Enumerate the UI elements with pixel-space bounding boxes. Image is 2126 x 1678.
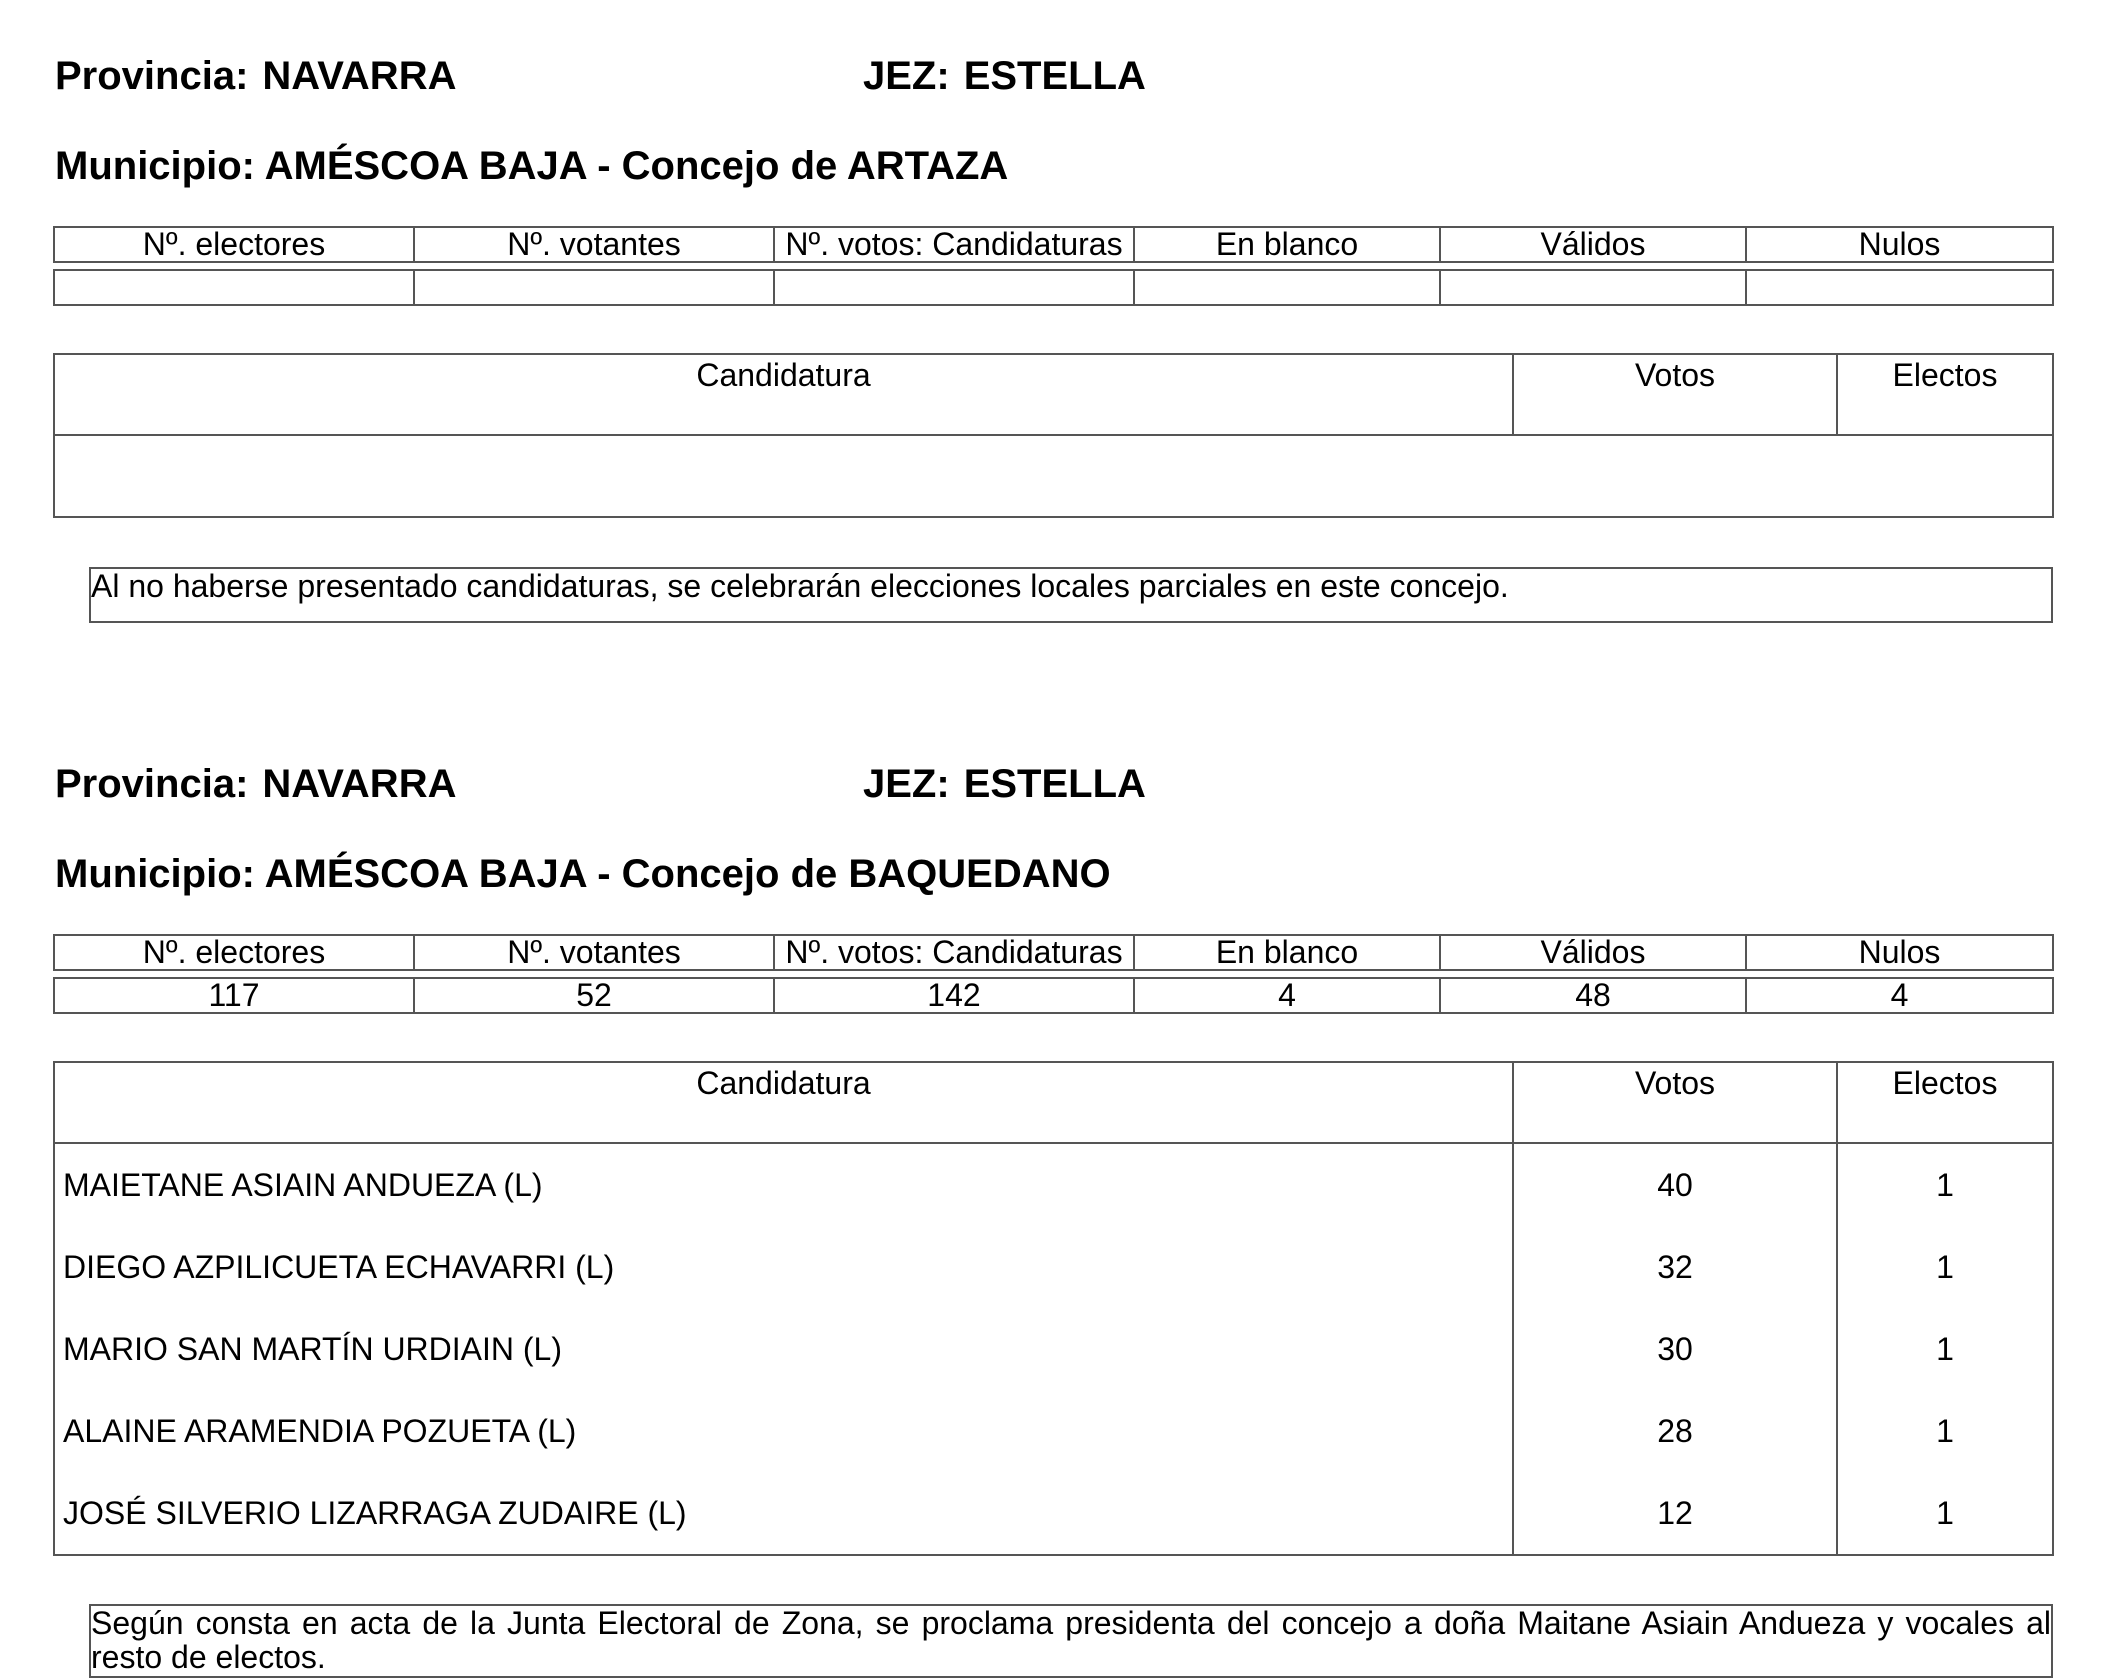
jez-value: ESTELLA [963, 762, 1146, 806]
candidate-electos: 1 [1837, 1308, 2053, 1390]
votos-header: Votos [1513, 1062, 1837, 1143]
stats-value-row [54, 978, 2053, 1013]
stats-header-row [54, 227, 2053, 262]
municipio-label: Municipio: [55, 852, 255, 896]
municipio-line [55, 146, 1008, 186]
electores-value: 117 [54, 978, 414, 1013]
stats-header: Nulos [1746, 935, 2053, 970]
candidate-votos: 40 [1513, 1143, 1837, 1226]
candidate-row [54, 1226, 2053, 1308]
electos-header: Electos [1837, 1062, 2053, 1143]
votantes-value: 52 [414, 978, 774, 1013]
candidate-row [54, 1308, 2053, 1390]
stats-value [414, 270, 774, 305]
candidate-name: MAIETANE ASIAIN ANDUEZA (L) [54, 1143, 1513, 1226]
stats-header: En blanco [1134, 935, 1440, 970]
provincia-label: Provincia: [55, 762, 249, 806]
candidate-name: ALAINE ARAMENDIA POZUETA (L) [54, 1390, 1513, 1472]
candidate-name: DIEGO AZPILICUETA ECHAVARRI (L) [54, 1226, 1513, 1308]
stats-header-row [54, 935, 2053, 970]
candidate-votos: 12 [1513, 1472, 1837, 1555]
jez-value: ESTELLA [963, 54, 1146, 98]
municipio-value: AMÉSCOA BAJA - Concejo de ARTAZA [264, 144, 1009, 188]
section-note: Según consta en acta de la Junta Electoral de Zona, se proclama presidenta del concejo a doña Maitane Asiain Andueza y vocales al resto de electos. [89, 1604, 2053, 1678]
jez-label: JEZ: [863, 54, 950, 98]
provincia-value: NAVARRA [262, 54, 457, 98]
en-blanco-value: 4 [1134, 978, 1440, 1013]
stats-header: Nº. votantes [414, 227, 774, 262]
candidate-electos: 1 [1837, 1143, 2053, 1226]
empty-row [54, 435, 2053, 517]
stats-header: Válidos [1440, 227, 1746, 262]
stats-value [774, 270, 1134, 305]
candidate-row [54, 1143, 2053, 1226]
votos-candidaturas-value: 142 [774, 978, 1134, 1013]
candidate-name: JOSÉ SILVERIO LIZARRAGA ZUDAIRE (L) [54, 1472, 1513, 1555]
stats-header: Nº. electores [54, 227, 414, 262]
jez-line [863, 764, 1146, 804]
municipio-line [55, 854, 1111, 894]
stats-header: Nulos [1746, 227, 2053, 262]
stats-table [53, 226, 2054, 306]
provincia-label: Provincia: [55, 54, 249, 98]
validos-value: 48 [1440, 978, 1746, 1013]
stats-table [53, 934, 2054, 1014]
provincia-line [55, 56, 456, 96]
stats-value-row [54, 270, 2053, 305]
stats-header: En blanco [1134, 227, 1440, 262]
provincia-value: NAVARRA [262, 762, 457, 806]
candidates-table [53, 1061, 2054, 1556]
electos-header: Electos [1837, 354, 2053, 435]
candidate-electos: 1 [1837, 1390, 2053, 1472]
empty-cell [54, 435, 2053, 517]
candidate-row [54, 1472, 2053, 1555]
stats-value [1134, 270, 1440, 305]
nulos-value: 4 [1746, 978, 2053, 1013]
candidate-electos: 1 [1837, 1226, 2053, 1308]
stats-value [54, 270, 414, 305]
section-note: Al no haberse presentado candidaturas, se celebrarán elecciones locales parciales en este concejo. [89, 567, 2053, 623]
stats-header: Nº. electores [54, 935, 414, 970]
candidate-name: MARIO SAN MARTÍN URDIAIN (L) [54, 1308, 1513, 1390]
jez-label: JEZ: [863, 762, 950, 806]
votos-header: Votos [1513, 354, 1837, 435]
candidate-row [54, 1390, 2053, 1472]
candidates-header-row [54, 354, 2053, 435]
stats-header: Nº. votos: Candidaturas [774, 227, 1134, 262]
jez-line [863, 56, 1146, 96]
stats-value [1440, 270, 1746, 305]
candidatura-header: Candidatura [54, 1062, 1513, 1143]
candidate-votos: 30 [1513, 1308, 1837, 1390]
provincia-line [55, 764, 456, 804]
candidates-table [53, 353, 2054, 518]
candidatura-header: Candidatura [54, 354, 1513, 435]
stats-header: Válidos [1440, 935, 1746, 970]
municipio-label: Municipio: [55, 144, 255, 188]
stats-value [1746, 270, 2053, 305]
candidate-electos: 1 [1837, 1472, 2053, 1555]
municipio-value: AMÉSCOA BAJA - Concejo de BAQUEDANO [264, 852, 1111, 896]
candidate-votos: 28 [1513, 1390, 1837, 1472]
stats-header: Nº. votos: Candidaturas [774, 935, 1134, 970]
stats-header: Nº. votantes [414, 935, 774, 970]
candidates-header-row [54, 1062, 2053, 1143]
candidate-votos: 32 [1513, 1226, 1837, 1308]
